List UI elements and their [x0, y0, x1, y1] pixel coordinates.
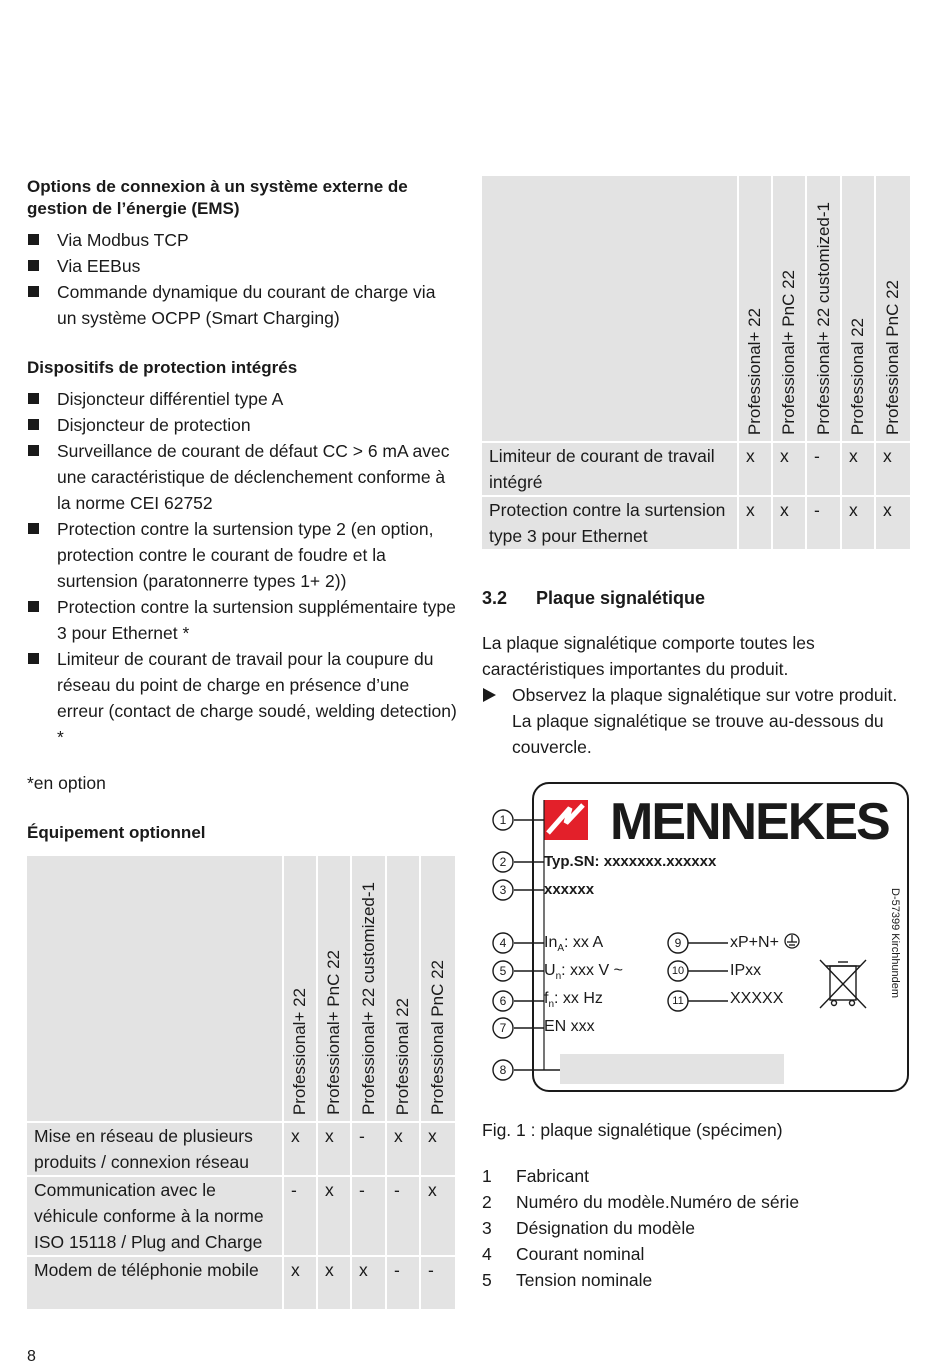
plate-frequency: $f_n$: xx Hz: [544, 990, 603, 1011]
table-cell: x: [318, 1177, 352, 1257]
figure-caption: Fig. 1 : plaque signalétique (spécimen): [482, 1120, 783, 1140]
plate-side-text: D-57399 Kirchhundem: [889, 888, 901, 999]
callout-8: 8: [499, 1063, 507, 1077]
callout-4: 4: [499, 936, 507, 950]
row-label: Limiteur de courant de travail intégré: [482, 443, 739, 497]
list-item: Disjoncteur différentiel type A: [27, 386, 457, 412]
table-cell: x: [773, 497, 807, 551]
brand-wordmark: MENNEKES: [610, 793, 889, 851]
table-cell: x: [318, 1123, 352, 1177]
table-cell: -: [387, 1257, 421, 1311]
page-number: 8: [27, 1348, 36, 1365]
callout-7: 7: [499, 1021, 507, 1035]
callout-2: 2: [499, 855, 507, 869]
list-item: Surveillance de courant de défaut CC > 6 mA avec une caractéristique de déclenchement conforme à la norme CEI 62752: [27, 438, 457, 516]
column-header: Professional+ 22: [739, 176, 773, 443]
table-cell: x: [842, 497, 876, 551]
table-cell: -: [807, 497, 842, 551]
table-row: [27, 1257, 455, 1311]
table-cell: x: [421, 1177, 455, 1257]
footnote: *en option: [27, 773, 106, 793]
column-header: Professional+ PnC 22: [773, 176, 807, 443]
list-item: Limiteur de courant de travail pour la coupure du réseau du point de charge en présence d’une erreur (contact de charge soudé, welding detection) *: [27, 646, 457, 750]
callout-6: 6: [499, 994, 507, 1008]
column-header: Professional+ 22: [284, 856, 318, 1123]
table-cell: -: [352, 1123, 387, 1177]
list-item: Via EEBus: [27, 253, 457, 279]
plate-standard: EN xxx: [544, 1018, 595, 1035]
table-cell: -: [284, 1177, 318, 1257]
table-cell: x: [284, 1257, 318, 1311]
plate-typ-sn: Typ.SN: xxxxxxx.xxxxxx: [544, 853, 717, 870]
table-cell: x: [842, 443, 876, 497]
section-heading: [482, 586, 705, 610]
list-item: 2 Numéro du modèle.Numéro de série: [482, 1192, 800, 1212]
table-cell: -: [807, 443, 842, 497]
table-cell: x: [739, 497, 773, 551]
column-header: Professional+ 22 customized-1: [352, 856, 387, 1123]
instruction-text: Observez la plaque signalétique sur votre produit. La plaque signalétique se trouve au-dessous du couvercle.: [512, 685, 898, 757]
list-item: 4 Courant nominal: [482, 1244, 645, 1264]
list-item: 1 Fabricant: [482, 1166, 589, 1186]
plate-current: $In_A$: xx A: [544, 934, 604, 955]
table-header-row: [482, 176, 910, 443]
column-header: Professional PnC 22: [876, 176, 910, 443]
callout-3: 3: [499, 883, 507, 897]
list-item: Protection contre la surtension type 2 (en option, protection contre le courant de foudre et la surtension (paratonnerre types 1+ 2)): [27, 516, 457, 594]
plate-ip: IPxx: [730, 962, 762, 979]
header-blank-cell: [482, 176, 739, 443]
section-number: 3.2: [482, 588, 508, 608]
table-cell: -: [352, 1177, 387, 1257]
table-cell: -: [387, 1177, 421, 1257]
protection-section: [27, 357, 457, 750]
callout-1: 1: [499, 813, 507, 827]
list-item: 3 Désignation du modèle: [482, 1218, 696, 1238]
column-header: Professional 22: [387, 856, 421, 1123]
arrow-right-icon: [483, 688, 496, 702]
mennekes-logo-icon: [544, 800, 588, 840]
table-row: [27, 1177, 455, 1257]
protection-title: Dispositifs de protection intégrés: [27, 358, 298, 377]
ems-list: [27, 227, 457, 331]
callout-9: 9: [674, 936, 682, 950]
row-label: Mise en réseau de plusieurs produits / connexion réseau: [27, 1123, 284, 1177]
callout-5: 5: [499, 964, 507, 978]
list-item: Commande dynamique du courant de charge via un système OCPP (Smart Charging): [27, 279, 457, 331]
table-cell: x: [739, 443, 773, 497]
header-blank-cell: [27, 856, 284, 1123]
protection-list: [27, 386, 457, 750]
section-intro: La plaque signalétique comporte toutes les caractéristiques importantes du produit.: [482, 633, 815, 679]
plate-code: XXXXX: [730, 990, 784, 1007]
table-cell: x: [284, 1123, 318, 1177]
callout-10: 10: [671, 965, 685, 977]
table-header-row: [27, 856, 455, 1123]
table-cell: x: [773, 443, 807, 497]
column-header: Professional 22: [842, 176, 876, 443]
equipment-table-right: [482, 176, 910, 551]
equipment-table-left: [27, 856, 455, 1311]
list-item: 5 Tension nominale: [482, 1270, 653, 1290]
table-row: [482, 497, 910, 551]
table-cell: -: [421, 1257, 455, 1311]
row-label: Protection contre la surtension type 3 pour Ethernet: [482, 497, 739, 551]
table-cell: x: [352, 1257, 387, 1311]
instruction: [482, 682, 912, 760]
list-item: Protection contre la surtension supplémentaire type 3 pour Ethernet *: [27, 594, 457, 646]
table-cell: x: [876, 443, 910, 497]
column-header: Professional+ 22 customized-1: [807, 176, 842, 443]
plate-voltage: $U_n$: xxx V ~: [544, 962, 623, 983]
table-cell: x: [387, 1123, 421, 1177]
table-cell: x: [318, 1257, 352, 1311]
callout-11: 11: [672, 995, 684, 1007]
plate-phases: xP+N+: [730, 934, 779, 951]
barcode-area: [560, 1054, 784, 1084]
figure-legend: [482, 1163, 912, 1293]
column-header: Professional PnC 22: [421, 856, 455, 1123]
row-label: Communication avec le véhicule conforme à la norme ISO 15118 / Plug and Charge: [27, 1177, 284, 1257]
column-header: Professional+ PnC 22: [318, 856, 352, 1123]
row-label: Modem de téléphonie mobile: [27, 1257, 284, 1311]
list-item: Via Modbus TCP: [27, 227, 457, 253]
table-cell: x: [876, 497, 910, 551]
table-row: [27, 1123, 455, 1177]
ems-title: Options de connexion à un système externe de gestion de l’énergie (EMS): [27, 177, 408, 218]
plate-model: xxxxxx: [544, 881, 595, 898]
list-item: Disjoncteur de protection: [27, 412, 457, 438]
equipment-title: Équipement optionnel: [27, 823, 206, 842]
table-cell: x: [421, 1123, 455, 1177]
table-row: [482, 443, 910, 497]
rating-plate-figure: [482, 778, 912, 1098]
section-title: Plaque signalétique: [536, 588, 706, 608]
ems-section: [27, 176, 457, 331]
